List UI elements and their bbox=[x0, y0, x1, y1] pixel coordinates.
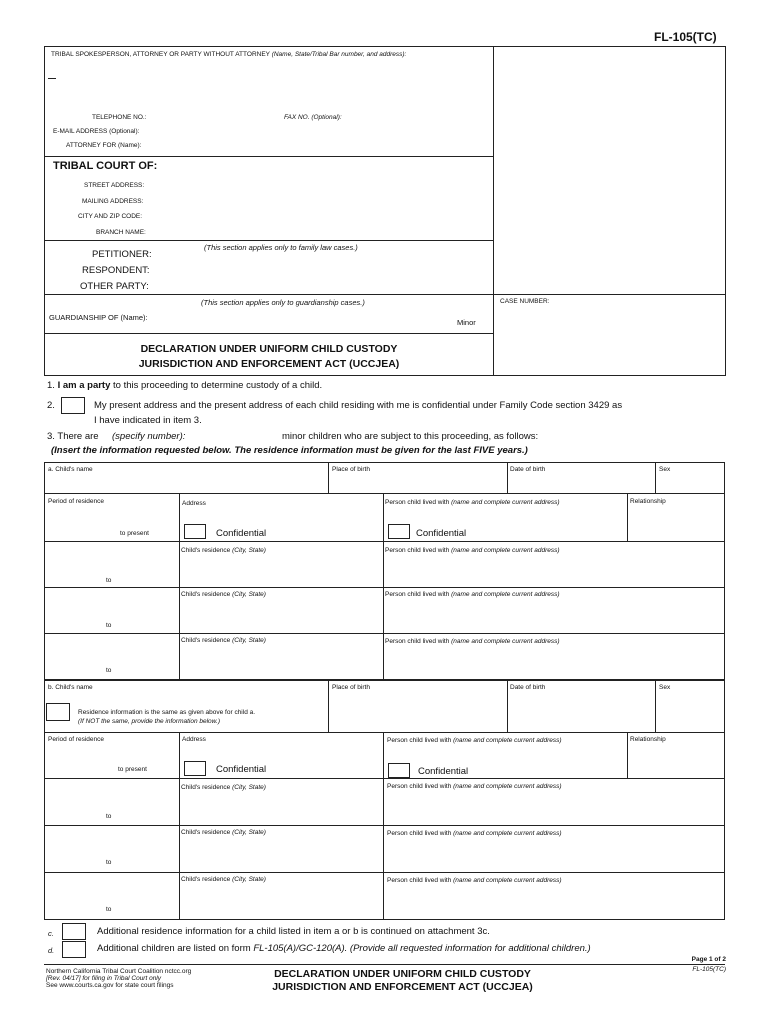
a-period-label: Period of residence bbox=[48, 498, 105, 505]
form-id: FL-105(TC) bbox=[654, 30, 717, 44]
item-1: 1. I am a party to this proceeding to determine custody of a child. bbox=[47, 380, 323, 391]
b-residence-2-label: Child's residence (City, State) bbox=[181, 829, 266, 836]
item-2-checkbox[interactable] bbox=[61, 397, 85, 414]
b-address-label: Address bbox=[182, 736, 206, 743]
header-box bbox=[44, 46, 726, 376]
party-label: TRIBAL SPOKESPERSON, ATTORNEY OR PARTY WITHOUT ATTORNEY (Name, State/Tribal Bar number, and address): bbox=[51, 51, 407, 58]
b-to-2: to bbox=[106, 859, 112, 866]
b-relationship-label: Relationship bbox=[630, 736, 666, 743]
item-3-hint: (specify number): bbox=[112, 431, 186, 442]
telephone-label: TELEPHONE NO.: bbox=[92, 114, 147, 121]
b-date-birth-label: Date of birth bbox=[510, 684, 546, 691]
fax-label: FAX NO. (Optional): bbox=[284, 114, 342, 121]
a-address-confidential-label: Confidential bbox=[216, 528, 267, 539]
guardianship-label: GUARDIANSHIP OF (Name): bbox=[49, 313, 148, 322]
b-address-confidential-label: Confidential bbox=[216, 764, 267, 775]
b-person-1-label: Person child lived with (name and complete current address) bbox=[387, 783, 562, 790]
guardianship-note: (This section applies only to guardianship cases.) bbox=[201, 298, 365, 307]
email-label: E-MAIL ADDRESS (Optional): bbox=[53, 128, 140, 135]
street-label: STREET ADDRESS: bbox=[84, 182, 145, 189]
item-3-note: (Insert the information requested below. The residence information must be given for the last FIVE years.) bbox=[51, 445, 528, 456]
b-person-confidential-checkbox[interactable] bbox=[388, 763, 410, 778]
footer-see: See www.courts.ca.gov for state court filings bbox=[46, 982, 174, 989]
b-person-3-label: Person child lived with (name and complete current address) bbox=[387, 877, 562, 884]
a-sex-label: Sex bbox=[659, 466, 671, 473]
form-title: DECLARATION UNDER UNIFORM CHILD CUSTODY JURISDICTION AND ENFORCEMENT ACT (UCCJEA) bbox=[138, 343, 400, 370]
footer-form: FL-105(TC) bbox=[692, 966, 726, 973]
item-2-line2: I have indicated in item 3. bbox=[94, 415, 202, 426]
b-person-2-label: Person child lived with (name and complete current address) bbox=[387, 830, 562, 837]
b-to-3: to bbox=[106, 906, 112, 913]
b-same-line1: Residence information is the same as given above for child a. bbox=[78, 709, 256, 716]
footer-org: Northern California Tribal Court Coalition nctcc.org bbox=[46, 968, 192, 975]
item-d-checkbox[interactable] bbox=[62, 941, 86, 958]
a-relationship-label: Relationship bbox=[630, 498, 666, 505]
a-person-1-label: Person child lived with (name and complete current address) bbox=[385, 547, 560, 554]
a-person-confidential-checkbox[interactable] bbox=[388, 524, 410, 539]
minor-label: Minor bbox=[457, 318, 476, 327]
a-date-birth-label: Date of birth bbox=[510, 466, 546, 473]
branch-label: BRANCH NAME: bbox=[96, 229, 146, 236]
footer-rev: [Rev. 04/17] for filing in Tribal Court only bbox=[46, 975, 162, 982]
a-residence-3-label: Child's residence (City, State) bbox=[181, 637, 266, 644]
a-residence-2-label: Child's residence (City, State) bbox=[181, 591, 266, 598]
petitioner-label: PETITIONER: bbox=[92, 249, 152, 260]
a-address-confidential-checkbox[interactable] bbox=[184, 524, 206, 539]
b-sex-label: Sex bbox=[659, 684, 671, 691]
b-to-1: to bbox=[106, 813, 112, 820]
b-to-present: to present bbox=[118, 766, 147, 773]
item-3-text: minor children who are subject to this proceeding, as follows: bbox=[282, 431, 539, 442]
city-zip-label: CITY AND ZIP CODE: bbox=[78, 213, 143, 220]
footer-page: Page 1 of 2 bbox=[691, 956, 726, 963]
footer-org-block bbox=[46, 968, 191, 989]
a-address-label: Address bbox=[182, 500, 206, 507]
respondent-label: RESPONDENT: bbox=[82, 265, 150, 276]
case-number-label: CASE NUMBER: bbox=[500, 298, 550, 305]
court-title: TRIBAL COURT OF: bbox=[53, 160, 158, 172]
b-person-label: Person child lived with (name and complete current address) bbox=[387, 737, 562, 744]
a-to-present: to present bbox=[120, 530, 149, 537]
b-residence-1-label: Child's residence (City, State) bbox=[181, 784, 266, 791]
a-person-3-label: Person child lived with (name and complete current address) bbox=[385, 638, 560, 645]
a-person-2-label: Person child lived with (name and complete current address) bbox=[385, 591, 560, 598]
b-place-birth-label: Place of birth bbox=[332, 684, 370, 691]
b-same-residence-checkbox[interactable] bbox=[46, 703, 70, 721]
item-c-label: c. bbox=[48, 929, 54, 938]
b-residence-3-label: Child's residence (City, State) bbox=[181, 876, 266, 883]
a-to-2: to bbox=[106, 622, 112, 629]
other-party-label: OTHER PARTY: bbox=[80, 281, 149, 292]
b-child-name-label: b. Child's name bbox=[48, 684, 93, 691]
item-d-text: Additional children are listed on form FL-105(A)/GC-120(A). (Provide all requested information for additional children.) bbox=[97, 943, 591, 954]
b-period-label: Period of residence bbox=[48, 736, 105, 743]
item-d-label: d. bbox=[48, 946, 55, 955]
child-b-table bbox=[44, 680, 725, 920]
b-address-confidential-checkbox[interactable] bbox=[184, 761, 206, 776]
a-child-name-label: a. Child's name bbox=[48, 466, 93, 473]
a-residence-1-label: Child's residence (City, State) bbox=[181, 547, 266, 554]
mailing-label: MAILING ADDRESS: bbox=[82, 198, 144, 205]
footer-title: DECLARATION UNDER UNIFORM CHILD CUSTODY JURISDICTION AND ENFORCEMENT ACT (UCCJEA) bbox=[272, 968, 533, 993]
item-3-lead: 3. There are bbox=[47, 431, 99, 442]
a-person-label: Person child lived with (name and complete current address) bbox=[385, 499, 560, 506]
item-2-line1: My present address and the present address of each child residing with me is confidential under Family Code section 3429 as bbox=[94, 400, 623, 411]
a-place-birth-label: Place of birth bbox=[332, 466, 370, 473]
item-2-num: 2. bbox=[47, 400, 55, 411]
a-person-confidential-label: Confidential bbox=[416, 528, 467, 539]
child-a-table bbox=[44, 462, 725, 680]
item-c-text: Additional residence information for a child listed in item a or b is continued on attachment 3c. bbox=[97, 926, 490, 937]
attorney-for-label: ATTORNEY FOR (Name): bbox=[66, 142, 142, 149]
item-c-checkbox[interactable] bbox=[62, 923, 86, 940]
b-person-confidential-label: Confidential bbox=[418, 766, 469, 777]
b-same-line2: (If NOT the same, provide the information below.) bbox=[78, 718, 220, 725]
party-input-line[interactable] bbox=[48, 78, 56, 79]
a-to-3: to bbox=[106, 667, 112, 674]
family-note: (This section applies only to family law cases.) bbox=[204, 243, 358, 252]
a-to-1: to bbox=[106, 577, 112, 584]
